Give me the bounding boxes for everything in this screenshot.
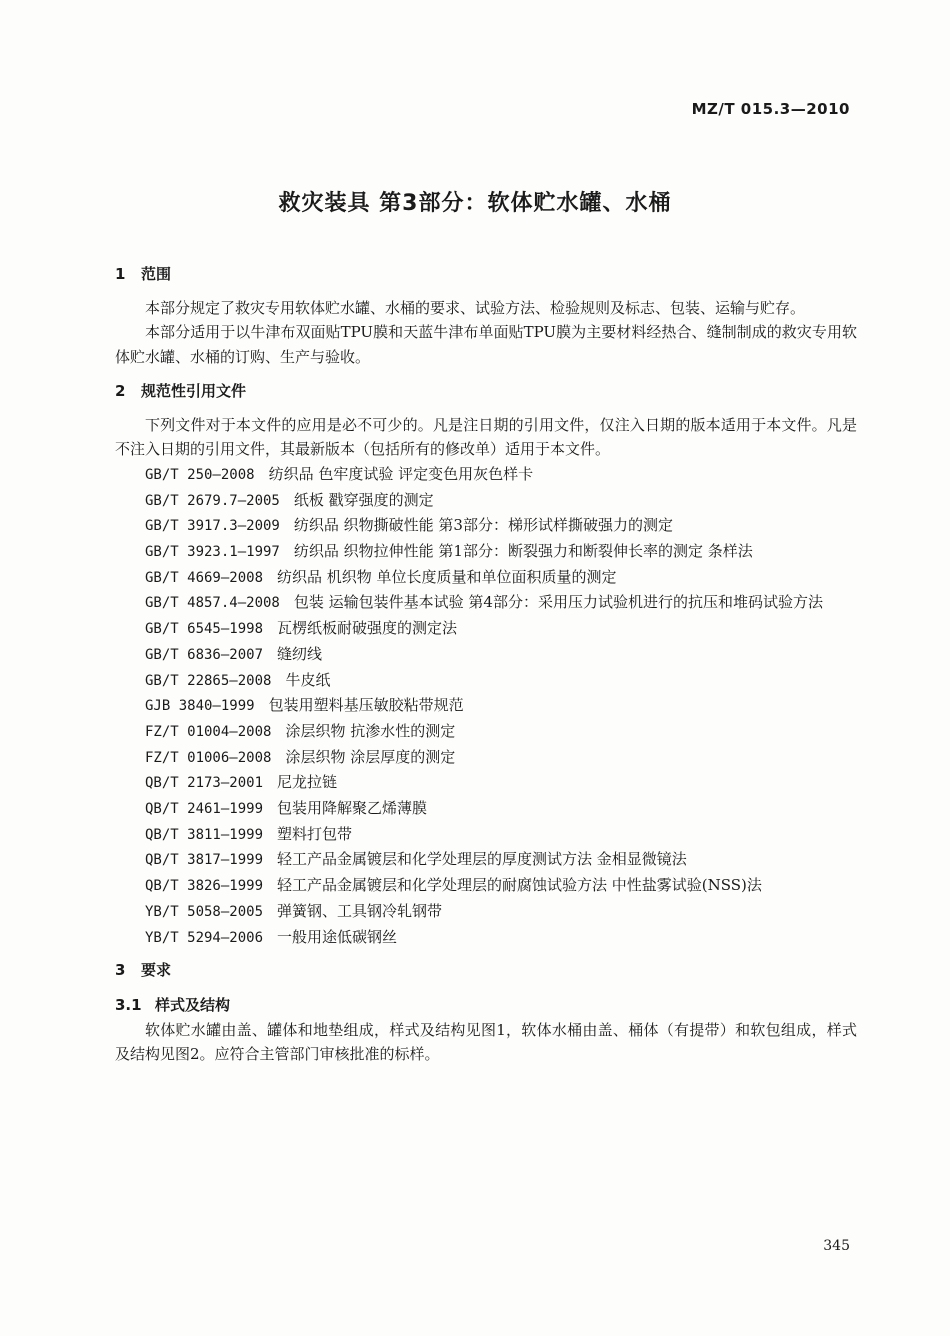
reference-title: 纸板 戳穿强度的测定 [293, 490, 434, 509]
section-3-1-title: 样式及结构 [155, 995, 231, 1014]
reference-item [115, 770, 857, 796]
reference-item [115, 642, 857, 668]
reference-item [115, 668, 857, 694]
reference-title: 尼龙拉链 [277, 773, 338, 792]
reference-item [115, 462, 857, 488]
reference-code: YB/T 5294—2006 [145, 929, 264, 946]
reference-item [115, 565, 857, 591]
reference-item [115, 745, 857, 771]
document-title: 救灾装具 第3部分：软体贮水罐、水桶 [278, 191, 672, 216]
reference-code: QB/T 2461—1999 [145, 801, 264, 818]
section-2-heading [115, 379, 857, 404]
reference-title: 纺织品 织物撕破性能 第3部分：梯形试样撕破强力的测定 [293, 516, 673, 535]
reference-code: GB/T 3917.3—2009 [145, 518, 280, 535]
reference-item [115, 847, 857, 873]
reference-item [115, 899, 857, 925]
reference-title: 轻工产品金属镀层和化学处理层的厚度测试方法 金相显微镜法 [277, 850, 687, 869]
reference-title: 涂层织物 抗渗水性的测定 [285, 721, 456, 740]
section-3-1-number: 3.1 [115, 995, 142, 1014]
reference-code: GB/T 3923.1—1997 [145, 544, 280, 561]
reference-item [115, 513, 857, 539]
section-1-number: 1 [115, 265, 126, 283]
section-1-heading [115, 262, 857, 287]
reference-code: FZ/T 01006—2008 [145, 749, 272, 766]
reference-code: GB/T 250—2008 [145, 466, 255, 483]
reference-code: GB/T 22865—2008 [145, 672, 272, 689]
section-3-1-paragraph: 软体贮水罐由盖、罐体和地垫组成，样式及结构见图1，软体水桶由盖、桶体（有提带）和软包组成，样式及结构见图2。应符合主管部门审核批准的标样。 [115, 1020, 857, 1064]
reference-title: 包装用降解聚乙烯薄膜 [277, 799, 428, 818]
reference-code: GB/T 4857.4—2008 [145, 595, 280, 612]
reference-code: FZ/T 01004—2008 [145, 723, 272, 740]
reference-code: QB/T 3817—1999 [145, 852, 264, 869]
section-3-number: 3 [115, 961, 126, 980]
standard-code: MZ/T 015.3—2010 [691, 100, 850, 118]
reference-item [115, 590, 857, 616]
section-1-paragraph-1: 本部分规定了救灾专用软体贮水罐、水桶的要求、试验方法、检验规则及标志、包装、运输与贮存。 [145, 298, 806, 317]
reference-code: GB/T 2679.7—2005 [145, 492, 280, 509]
reference-code: GB/T 6836—2007 [145, 646, 264, 663]
reference-item [115, 873, 857, 899]
reference-item [115, 719, 857, 745]
reference-title: 包装 运输包装件基本试验 第4部分：采用压力试验机进行的抗压和堆码试验方法 [293, 593, 823, 612]
document-body [115, 262, 857, 1067]
section-1-title: 范围 [141, 265, 172, 283]
reference-item [115, 539, 857, 565]
reference-item [115, 822, 857, 848]
reference-item [115, 925, 857, 951]
reference-title: 包装用塑料基压敏胶粘带规范 [268, 696, 464, 715]
reference-title: 轻工产品金属镀层和化学处理层的耐腐蚀试验方法 中性盐雾试验(NSS)法 [277, 876, 762, 895]
reference-item [115, 796, 857, 822]
section-2-number: 2 [115, 381, 126, 400]
reference-item [115, 693, 857, 719]
reference-title: 缝纫线 [277, 644, 323, 663]
section-3-title: 要求 [141, 961, 172, 980]
reference-code: QB/T 3811—1999 [145, 826, 264, 843]
section-3-heading [115, 958, 857, 983]
reference-title: 涂层织物 涂层厚度的测定 [285, 747, 456, 766]
reference-code: GB/T 4669—2008 [145, 569, 264, 586]
reference-code: QB/T 2173—2001 [145, 775, 264, 792]
reference-title: 塑料打包带 [277, 824, 353, 843]
reference-title: 纺织品 色牢度试验 评定变色用灰色样卡 [268, 464, 534, 483]
reference-title: 一般用途低碳钢丝 [277, 927, 398, 946]
reference-title: 瓦楞纸板耐破强度的测定法 [277, 619, 458, 638]
reference-title: 牛皮纸 [285, 670, 331, 689]
section-2-title: 规范性引用文件 [141, 381, 247, 400]
section-2-intro: 下列文件对于本文件的应用是必不可少的。凡是注日期的引用文件，仅注入日期的版本适用于本文件。凡是不注入日期的引用文件，其最新版本（包括所有的修改单）适用于本文件。 [115, 415, 857, 459]
reference-title: 纺织品 机织物 单位长度质量和单位面积质量的测定 [277, 567, 617, 586]
reference-code: QB/T 3826—1999 [145, 878, 264, 895]
reference-title: 纺织品 织物拉伸性能 第1部分：断裂强力和断裂伸长率的测定 条样法 [293, 542, 753, 561]
reference-code: GB/T 6545—1998 [145, 621, 264, 638]
reference-code: GJB 3840—1999 [145, 698, 255, 715]
reference-code: YB/T 5058—2005 [145, 903, 264, 920]
page-number: 345 [823, 1238, 850, 1254]
reference-list [115, 462, 857, 950]
section-1-paragraph-2: 本部分适用于以牛津布双面贴TPU膜和天蓝牛津布单面贴TPU膜为主要材料经热合、缝制制成的救灾专用软体贮水罐、水桶的订购、生产与验收。 [115, 323, 857, 367]
section-3-1-heading [115, 993, 857, 1018]
reference-title: 弹簧钢、工具钢冷轧钢带 [277, 901, 443, 920]
reference-item [115, 616, 857, 642]
reference-item [115, 488, 857, 514]
